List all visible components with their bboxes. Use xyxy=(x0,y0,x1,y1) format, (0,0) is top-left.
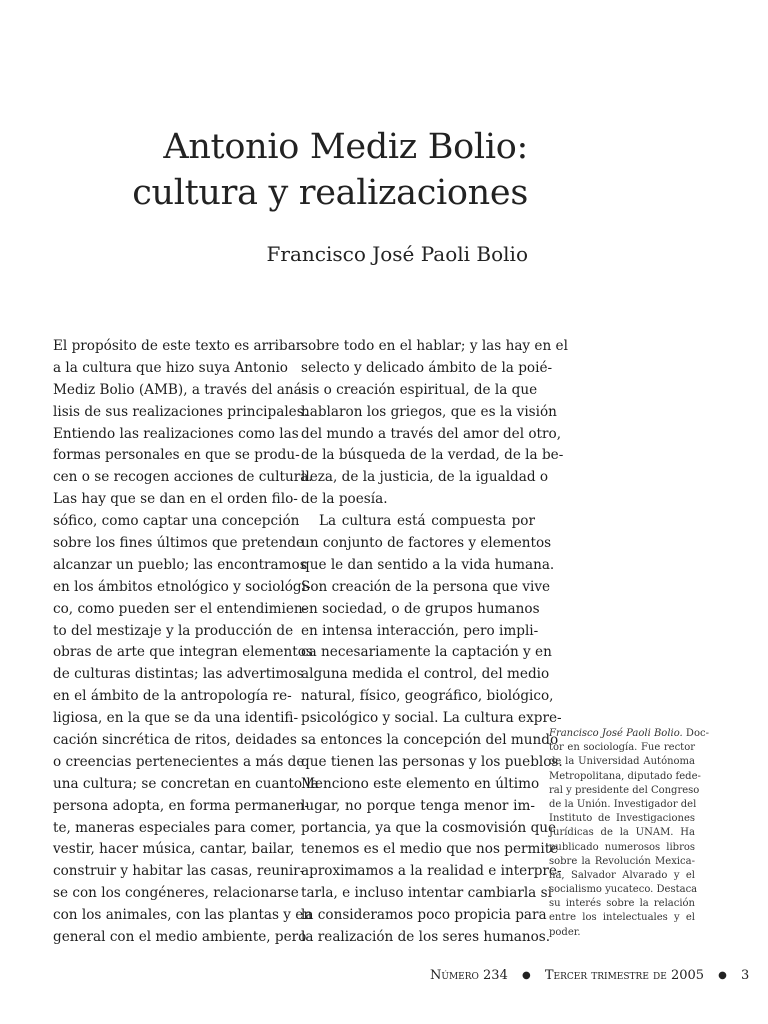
text-line: selecto y delicado ámbito de la poié- xyxy=(301,359,553,376)
text-line: lisis de sus realizaciones principales. xyxy=(53,403,309,420)
text-line: Mediz Bolio (AMB), a través del aná- xyxy=(53,381,307,398)
text-line: co, como pueden ser el entendimien- xyxy=(53,600,308,617)
text-line: ca necesariamente la captación y en xyxy=(301,644,552,661)
text-line: una cultura; se concretan en cuanto la xyxy=(53,775,319,792)
bio-line: entre los intelectuales y el xyxy=(549,912,695,924)
text-line: Las hay que se dan en el orden filo- xyxy=(53,491,298,508)
text-line: Entiendo las realizaciones como las xyxy=(53,425,299,442)
bio-line: Jurídicas de la UNAM. Ha xyxy=(549,827,695,839)
bio-line: na, Salvador Alvarado y el xyxy=(549,869,695,881)
text-line: con los animales, con las plantas y en xyxy=(53,907,313,924)
page-number: 3 xyxy=(741,968,750,983)
text-line: sobre los fines últimos que pretende xyxy=(53,535,305,552)
bio-line: publicado numerosos libros xyxy=(549,841,695,853)
text-line: de culturas distintas; las advertimos xyxy=(53,666,304,683)
text-line: cación sincrética de ritos, deidades xyxy=(53,732,297,749)
text-line: psicológico y social. La cultura expre- xyxy=(301,710,562,727)
text-line: a la cultura que hizo suya Antonio xyxy=(53,359,288,376)
text-line: hablaron los griegos, que es la visión xyxy=(301,403,557,420)
text-line: que tienen las personas y los pueblos. xyxy=(301,753,563,770)
text-line: o creencias pertenecientes a más de xyxy=(53,753,305,770)
text-line: aproximamos a la realidad e interpre- xyxy=(301,863,562,880)
bio-line-rest: Doc- xyxy=(682,728,709,739)
text-line: en intensa interacción, pero impli- xyxy=(301,622,539,639)
text-line: lleza, de la justicia, de la igualdad o xyxy=(301,469,549,486)
text-line: del mundo a través del amor del otro, xyxy=(301,425,562,442)
text-line: en el ámbito de la antropología re- xyxy=(53,688,292,705)
page-footer xyxy=(430,967,750,986)
text-line: vestir, hacer música, cantar, bailar, xyxy=(53,841,295,858)
text-line: tarla, e incluso intentar cambiarla si xyxy=(301,885,552,902)
text-line: construir y habitar las casas, reunir- xyxy=(53,863,305,880)
text-line: sis o creación espiritual, de la que xyxy=(301,381,538,398)
bio-author-name: Francisco José Paoli Bolio. xyxy=(549,728,683,739)
text-line: cen o se recogen acciones de cultura. xyxy=(53,469,313,486)
text-line: lugar, no porque tenga menor im- xyxy=(301,797,535,814)
bio-line: poder. xyxy=(549,926,581,938)
text-line: to del mestizaje y la producción de xyxy=(53,622,294,639)
text-line: se con los congéneres, relacionarse xyxy=(53,885,299,902)
text-line: que le dan sentido a la vida humana. xyxy=(301,556,555,573)
text-line: alcanzar un pueblo; las encontramos xyxy=(53,556,307,573)
text-line: general con el medio ambiente, pero xyxy=(53,929,307,946)
column-left xyxy=(53,336,319,949)
text-line: ligiosa, en la que se da una identifi- xyxy=(53,710,299,727)
bio-line: su interés sobre la relación xyxy=(549,898,695,910)
text-line: un conjunto de factores y elementos xyxy=(301,535,552,552)
bio-line xyxy=(549,727,709,741)
text-line: alguna medida el control, del medio xyxy=(301,666,550,683)
text-line: Menciono este elemento en último xyxy=(301,775,540,792)
text-line: en sociedad, o de grupos humanos xyxy=(301,600,540,617)
text-line: la consideramos poco propicia para xyxy=(301,907,547,924)
issue-quarter: Tercer trimestre de 2005 xyxy=(544,968,705,983)
text-line: formas personales en que se produ- xyxy=(53,447,300,464)
title-line-2: cultura y realizaciones xyxy=(132,173,528,213)
author-name: Francisco José Paoli Bolio xyxy=(266,242,528,266)
text-line: Son creación de la persona que vive xyxy=(301,578,551,595)
bio-line: de la Unión. Investigador del xyxy=(549,798,697,810)
text-line: obras de arte que integran elementos xyxy=(53,644,313,661)
text-line: persona adopta, en forma permanen- xyxy=(53,797,310,814)
bio-line: de la Universidad Autónoma xyxy=(549,756,695,768)
bio-line: ral y presidente del Congreso xyxy=(549,784,700,796)
text-line: sófico, como captar una concepción xyxy=(53,513,300,530)
text-line: natural, físico, geográfico, biológico, xyxy=(301,688,554,705)
bullet-separator-icon: ● xyxy=(522,970,531,981)
text-line: la realización de los seres humanos. xyxy=(301,929,551,946)
title-line-1: Antonio Mediz Bolio: xyxy=(163,127,528,167)
text-line: te, maneras especiales para comer, xyxy=(53,819,297,836)
text-line: de la búsqueda de la verdad, de la be- xyxy=(301,447,564,464)
text-line: portancia, ya que la cosmovisión que xyxy=(301,819,557,836)
text-line: en los ámbitos etnológico y sociológi- xyxy=(53,578,311,595)
text-line: sa entonces la concepción del mundo xyxy=(301,732,559,749)
issue-number: Número 234 xyxy=(430,968,508,983)
bullet-separator-icon: ● xyxy=(718,970,727,981)
text-line: sobre todo en el hablar; y las hay en el xyxy=(301,338,568,354)
bio-line: tor en sociología. Fue rector xyxy=(549,742,695,754)
bio-line: Metropolitana, diputado fede- xyxy=(549,770,701,782)
text-line: tenemos es el medio que nos permite xyxy=(301,841,559,858)
text-line: La cultura está compuesta por xyxy=(319,513,535,530)
bio-line: Instituto de Investigaciones xyxy=(549,813,695,825)
text-line: El propósito de este texto es arribar xyxy=(53,338,303,354)
text-line: de la poesía. xyxy=(301,491,388,508)
author-bio xyxy=(549,727,709,940)
article-title xyxy=(120,124,528,216)
bio-line: sobre la Revolución Mexica- xyxy=(549,855,695,867)
bio-line: socialismo yucateco. Destaca xyxy=(549,884,698,896)
